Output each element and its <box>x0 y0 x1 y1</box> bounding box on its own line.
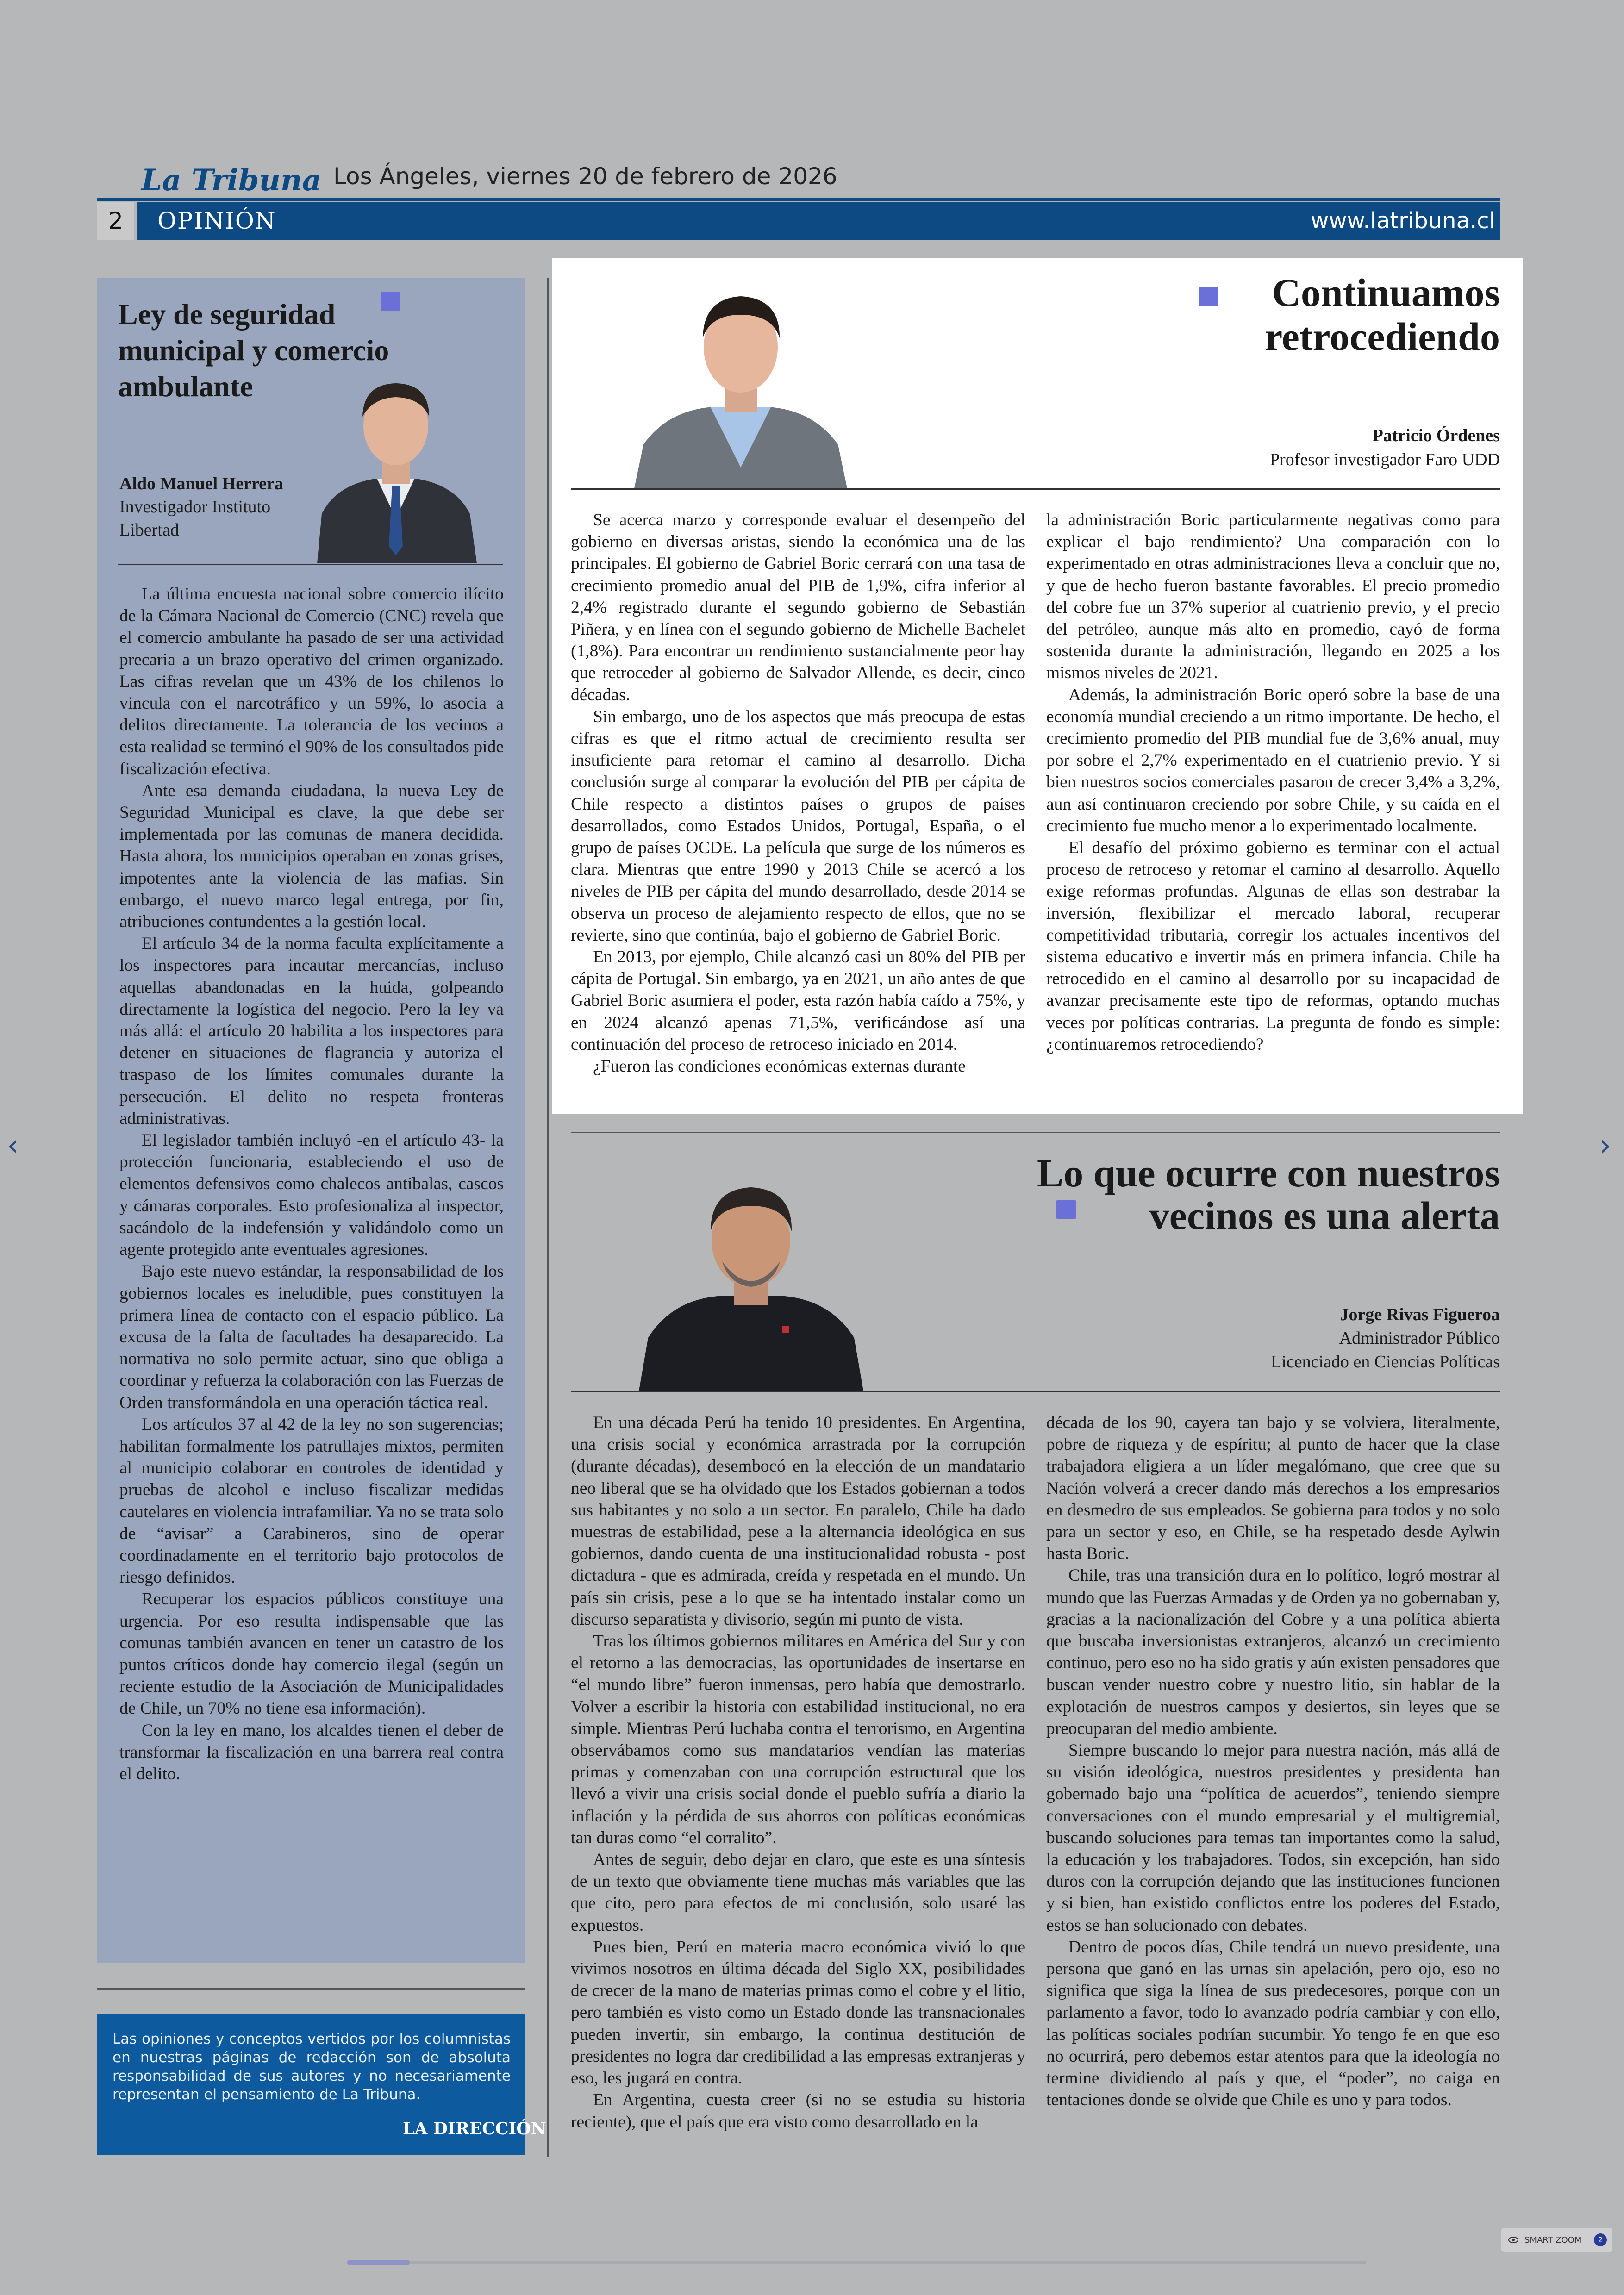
left-author-photo <box>308 361 484 563</box>
section-label: OPINIÓN <box>157 207 276 234</box>
paragraph: La última encuesta nacional sobre comercio ilícito de la Cámara Nacional de Comercio (CNC) revela que el comercio ambulante ha pasado de ser una actividad precaria a un brazo operativo del crimen organizado. Las cifras revelan que un 43% de los chilenos lo vincula con el narcotráfico y un 59%, lo asocia a delitos directamente. La tolerancia de los vecinos a esta realidad se terminó el 90% de los consultados pide fiscalización efectiva. <box>119 585 504 779</box>
author-role: Investigador Instituto <box>119 497 271 517</box>
bottom-article-title <box>917 1152 1500 1237</box>
left-article-body <box>119 583 504 1785</box>
paragraph: Pues bien, Perú en materia macro económica vivió lo que vivimos nosotros en última década del Siglo XX, posibilidades de crecer de la mano de materias primas como el cobre y el litio, pero también es visto como un Estado donde las transnacionales pueden invertir, sin embargo, la continua destitución de presidentes no logra dar credibilidad a las empresas extranjeras y eso, les jugará en contra. <box>571 1937 1025 2088</box>
paragraph: Antes de seguir, debo dejar en claro, que este es una síntesis de un texto que obviamente tiene muchas más variables que las que cito, pero para efectos de mi conclusión, solo usaré las expuestos. <box>571 1850 1025 1935</box>
title-line: retrocediendo <box>1265 314 1500 359</box>
title-line: vecinos es una alerta <box>1149 1193 1500 1238</box>
paragraph: El artículo 34 de la norma faculta explícitamente a los inspectores para incautar mercancías, incluso aquellas abandonadas en la huida, golpeando directamente la logística del negocio. Pero la ley va más allá: el artículo 20 habilita a los inspectores para detener en situaciones de flagrancia y autoriza el traspaso de los límites comunales durante la persecución. El delito no respeta fronteras administrativas. <box>119 934 504 1128</box>
paragraph: Siempre buscando lo mejor para nuestra nación, más allá de su visión ideológica, nuestros presidentes y presidenta han gobernado bajo una “política de acuerdos”, teniendo siempre conversaciones con el mundo empresarial y el multigremial, buscando soluciones para temas tan importantes como la salud, la educación y los trabajadores. Todos, sin excepción, han sido duros con la corrupción dejando que las instituciones funcionen y si bien, han existido conflictos entre los poderes del Estado, estos se han solucionado con debates. <box>1046 1741 1500 1935</box>
share-marker-icon[interactable] <box>381 292 400 311</box>
author-role: Libertad <box>119 520 179 540</box>
disclaimer-text: Las opiniones y conceptos vertidos por los columnistas en nuestras páginas de redacción son de absoluta responsabilidad de sus autores y no necesariamente representan el pensamiento de La Tribuna. <box>112 2031 511 2103</box>
bottom-article-column-1 <box>571 1412 1025 2133</box>
bottom-article-byline <box>1111 1303 1500 1374</box>
left-article-title: Ley de seguridad municipal y comercio ambulante <box>118 298 389 403</box>
paragraph: Chile, tras una transición dura en lo político, logró mostrar al mundo que las Fuerzas Armadas y de Orden ya no gobernaban y, gracias a la nacionalización del Cobre y a una política abierta que buscaba inversionistas extranjeros, alcanzó un crecimiento continuo, pero eso no ha sido gratis y aún existen pensadores que buscan vender nuestro cobre y nuestro litio, sin hablar de la explotación de nuestros campos y desiertos, sin leyes que se preocuparan del medio ambiente. <box>1046 1566 1500 1738</box>
paragraph: Con la ley en mano, los alcaldes tienen el deber de transformar la fiscalización en una barrera real contra el delito. <box>119 1721 504 1784</box>
header-rule <box>97 198 1500 201</box>
author-role: Licenciado en Ciencias Políticas <box>1271 1352 1500 1372</box>
previous-page-icon[interactable]: ‹ <box>7 1129 19 1163</box>
paragraph: Bajo este nuevo estándar, la responsabilidad de los gobiernos locales es ineludible, pues constituyen la primera línea de contacto con el espacio público. La excusa de la falta de facultades ha desaparecido. La normativa no solo permite actuar, sino que obliga a coordinar y refuerza la colaboración con las Fuerzas de Orden transformándola en una operación táctica real. <box>119 1262 504 1412</box>
smart-zoom-button[interactable] <box>1501 2228 1612 2252</box>
paragraph: Dentro de pocos días, Chile tendrá un nuevo presidente, una persona que ganó en las urnas sin apelación, pero ojo, eso no significa que siga la línea de sus predecesores, porque con un parlamento a favor, todo lo avanzado podría cambiar y con ello, las políticas sociales podrían sucumbir. Yo tengo fe en que eso no ocurrirá, pero debemos estar atentos para que la ideología no termine dividiendo al país y que, el “poder”, no caiga en tentaciones donde se olvide que Chile es uno y para todos. <box>1046 1937 1500 2110</box>
paragraph: Ante esa demanda ciudadana, la nueva Ley de Seguridad Municipal es clave, la que debe ser implementada por las comunas de manera decidida. Hasta ahora, los municipios operaban en zonas grises, impotentes ante la violencia de las mafias. Sin embargo, el nuevo marco legal entrega, por fin, atribuciones contundentes a la gestión local. <box>119 781 504 932</box>
page-progress-thumb[interactable] <box>347 2260 410 2265</box>
next-page-icon[interactable]: › <box>1599 1129 1612 1163</box>
paragraph: década de los 90, cayera tan bajo y se volviera, literalmente, pobre de riqueza y de espíritu; al punto de hacer que la clase trabajadora eligiera a un líder megalómano, que cree que su Nación volverá a crecer dando más derechos a los empresarios en desmedro de sus empleados. Se gobierna para todos y no solo para un sector y eso, en Chile, se ha respetado desde Aylwin hasta Boric. <box>1046 1413 1500 1564</box>
smart-zoom-label: SMART ZOOM <box>1524 2235 1582 2245</box>
paragraph: Tras los últimos gobiernos militares en América del Sur y con el retorno a las democracias, las oportunidades de insertarse en “el mundo libre” fueron inmensas, pero había que demostrarlo. Volver a escribir la historia con estabilidad institucional, no era simple. Mientras Perú luchaba contra el terrorismo, en Argentina observábamos como sus mandatarios vendían las materias primas y comenzaban con una corrupción estructural que los llevó a vivir una crisis social donde el pueblo sufría a diario la inflación y la pérdida de sus ahorros con políticas económicas tan duras como “el corralito”. <box>571 1632 1025 1847</box>
top-author-photo <box>625 273 856 488</box>
top-article-column-2 <box>1046 509 1500 1055</box>
top-article-byline <box>1065 424 1500 472</box>
top-byline-rule <box>571 488 1500 490</box>
paragraph: Sin embargo, uno de los aspectos que más preocupa de estas cifras es que el ritmo actual de crecimiento resulta ser insuficiente para retomar el camino al desarrollo. Dicha conclusión surge al comparar la evolución del PIB per cápita de Chile respecto a distintos países o grupos de países desarrollados, como Estados Unidos, Portugal, España, o el grupo de países OCDE. La película que surge de los números es clara. Mientras que entre 1990 y 2013 Chile se acercó a los niveles de PIB per cápita del mundo desarrollado, desde 2014 se observa un proceso de alejamiento respecto de ellos, que no se revierte, sino que continúa, bajo el gobierno de Gabriel Boric. <box>571 707 1025 945</box>
site-url[interactable]: www.latribuna.cl <box>1311 208 1495 234</box>
page-progress-track[interactable] <box>347 2261 1366 2264</box>
paragraph: ¿Fueron las condiciones económicas externas durante <box>593 1057 966 1076</box>
author-name: Jorge Rivas Figueroa <box>1340 1305 1500 1324</box>
masthead-logo: La Tribuna <box>141 163 322 198</box>
eye-icon <box>1508 2234 1519 2245</box>
top-article-column-1 <box>571 509 1025 1077</box>
bottom-article-top-rule <box>571 1132 1500 1133</box>
bottom-article-column-2 <box>1046 1412 1500 2111</box>
author-name: Aldo Manuel Herrera <box>119 474 283 493</box>
paragraph: la administración Boric particularmente negativas como para explicar el bajo rendimiento? Una comparación con lo experimentado en otras administraciones lleva a concluir que no, y que de hecho fueron bastante favorables. El precio promedio del cobre fue un 37% superior al cuatrienio previo, y el precio del petróleo, aunque más alto en promedio, cayó de forma sostenida durante la administración, llegando en 2025 a los mismos niveles de 2021. <box>1046 511 1500 683</box>
page-number: 2 <box>97 202 134 240</box>
smart-zoom-count: 2 <box>1594 2233 1607 2246</box>
bottom-author-photo <box>634 1162 868 1391</box>
disclaimer-signature: LA DIRECCIÓN <box>403 2119 546 2139</box>
paragraph: Se acerca marzo y corresponde evaluar el desempeño del gobierno en diversas aristas, siendo la económica una de las principales. El gobierno de Gabriel Boric cerrará con una tasa de crecimiento promedio anual del PIB de 1,9%, cifra inferior al 2,4% registrado durante el segundo gobierno de Sebastián Piñera, y en línea con el segundo gobierno de Michelle Bachelet (1,8%). Para encontrar un rendimiento sustancialmente peor hay que retroceder al gobierno de Salvador Allende, es decir, cinco décadas. <box>571 511 1025 705</box>
column-divider <box>547 278 549 2157</box>
paragraph: Además, la administración Boric operó sobre la base de una economía mundial creciendo a un ritmo importante. De hecho, el crecimiento promedio del PIB mundial fue de 3,6% anual, muy por sobre el 2,7% experimentado en el cuatrienio previo. Y si bien nuestros socios comerciales pasaron de crecer 3,4% a 3,2%, aun así continuaron creciendo por sobre Chile, y su caída en el crecimiento fue mucho menor a lo experimentado localmente. <box>1046 685 1500 836</box>
paragraph: En Argentina, cuesta creer (si no se estudia su historia reciente), que el país que era visto como desarrollado en la <box>571 2090 1025 2132</box>
left-article-byline <box>119 472 319 542</box>
paragraph: En 2013, por ejemplo, Chile alcanzó casi un 80% del PIB per cápita de Portugal. Sin embargo, ya en 2021, un año antes de que Gabriel Boric asumiera el poder, esta razón había caído a 75%, y en 2024 alcanzó apenas 71,5%, verificándose así una continuación del proceso de retroceso iniciado en 2014. <box>571 948 1025 1054</box>
title-line: Continuamos <box>1272 270 1500 315</box>
left-byline-rule <box>118 564 503 565</box>
author-name: Patricio Órdenes <box>1372 426 1500 445</box>
title-line: Lo que ocurre con nuestros <box>1037 1151 1500 1195</box>
bottom-byline-rule <box>571 1391 1500 1392</box>
author-role: Administrador Público <box>1339 1328 1500 1348</box>
paragraph: El legislador también incluyó -en el artículo 43- la protección funcionaria, estableciendo el uso de elementos defensivos como chalecos antibalas, cascos y cámaras corporales. Esto profesionaliza al inspector, sacándolo de la indefensión y validándolo como un agente protegido ante eventuales agresiones. <box>119 1131 504 1260</box>
left-bottom-rule <box>97 1988 525 1990</box>
paragraph: En una década Perú ha tenido 10 presidentes. En Argentina, una crisis social y económica arrastrada por la corrupción (durante décadas), desembocó en la elección de un mandatario neo liberal que se ha olvidado que los Estados gobiernan a todos sus habitantes y no solo a un sector. En paralelo, Chile ha dado muestras de estabilidad, pese a la alternancia ideológica en sus gobiernos, dando cuenta de una institucionalidad robusta - post dictadura - que es admirada, creída y respetada en el mundo. Un país sin crisis, pese a lo que se ha intentado instalar como un discurso separatista y divisorio, según mi punto de vista. <box>571 1413 1025 1629</box>
paragraph: El desafío del próximo gobierno es terminar con el actual proceso de retroceso y retomar el camino al desarrollo. Aquello exige reformas profundas. Algunas de ellas son destrabar la inversión, flexibilizar el mercado laboral, recuperar competitividad tributaria, corregir los actuales incentivos del sistema educativo e invertir más en primera infancia. Chile ha retrocedido en el camino al desarrollo por su incapacidad de avanzar precisamente este tipo de reformas, optando muchas veces por políticas contrarias. La pregunta de fondo es simple: ¿continuaremos retrocediendo? <box>1046 838 1500 1054</box>
top-article-title <box>1065 271 1500 359</box>
share-marker-icon[interactable] <box>1056 1200 1076 1219</box>
paragraph: Recuperar los espacios públicos constituye una urgencia. Por eso resulta indispensable que las comunas también avancen en tener un catastro de los puntos críticos donde hay comercio ilegal (según un reciente estudio de la Asociación de Municipalidades de Chile, un 70% no tiene esa información). <box>119 1590 504 1718</box>
author-role: Profesor investigador Faro UDD <box>1269 450 1500 469</box>
paragraph: Los artículos 37 al 42 de la ley no son sugerencias; habilitan formalmente los patrullajes mixtos, permiten al municipio colaborar en controles de identidad y pruebas de alcohol e incluso fiscalizar medidas cautelares en violencia intrafamiliar. Ya no se trata solo de “avisar” a Carabineros, sino de operar coordinadamente en el territorio bajo protocolos de riesgo definidos. <box>119 1415 504 1587</box>
issue-date: Los Ángeles, viernes 20 de febrero de 2026 <box>333 163 837 190</box>
section-bar <box>137 202 1500 240</box>
